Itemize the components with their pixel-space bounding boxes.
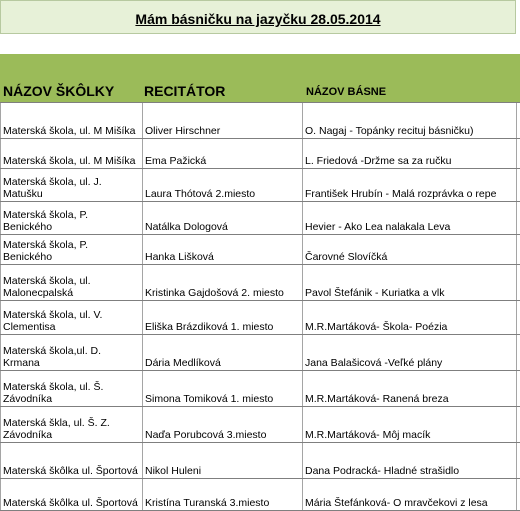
poem-title: O. Nagaj - Topánky recituj básničku) — [305, 125, 474, 137]
poem-title: Čarovné Slovíčká — [305, 251, 388, 263]
reciter-name: Kristína Turanská 3.miesto — [145, 497, 270, 509]
school-name: Materská škla, ul. Š. Z. — [3, 417, 110, 429]
reciter-name: Natálka Dologová — [145, 221, 228, 233]
school-name: Materská škôlka ul. Športová — [3, 497, 138, 509]
row-divider — [0, 102, 520, 103]
reciter-name: Dária Medlíková — [145, 357, 221, 369]
reciter-name: Hanka Lišková — [145, 251, 214, 263]
poem-title: Jana Balašicová -Veľké plány — [305, 357, 443, 369]
reciter-name: Simona Tomiková 1. miesto — [145, 393, 274, 405]
poem-title: Mária Štefánková- O mravčekovi z lesa — [305, 497, 488, 509]
poem-title: Hevier - Ako Lea nalakala Leva — [305, 221, 451, 233]
poem-title: M.R.Martáková- Môj macík — [305, 429, 431, 441]
reciter-name: Eliška Brázdiková 1. miesto — [145, 321, 274, 333]
column-divider — [0, 102, 1, 510]
row-divider — [0, 442, 520, 443]
row-divider — [0, 300, 520, 301]
poem-title: Dana Podracká- Hladné strašidlo — [305, 465, 460, 477]
row-divider — [0, 234, 520, 235]
school-name: Krmana — [3, 357, 40, 369]
school-name: Benického — [3, 251, 53, 263]
row-divider — [0, 406, 520, 407]
sheet-title: Mám básničku na jazyčku 28.05.2014 — [135, 11, 381, 27]
poem-title: Pavol Štefánik - Kuriatka a vlk — [305, 287, 445, 299]
header-poem: NÁZOV BÁSNE — [306, 86, 387, 98]
row-divider — [0, 138, 520, 139]
reciter-name: Kristinka Gajdošová 2. miesto — [145, 287, 284, 299]
header-reciter: RECITÁTOR — [144, 83, 226, 99]
poem-title: M.R.Martáková- Ranená breza — [305, 393, 449, 405]
poem-title: František Hrubín - Malá rozprávka o repe — [305, 188, 497, 200]
row-divider — [0, 201, 520, 202]
reciter-name: Ema Pažická — [145, 155, 207, 167]
school-name: Malonecpalská — [3, 287, 74, 299]
reciter-name: Laura Thótová 2.miesto — [145, 188, 256, 200]
reciter-name: Oliver Hirschner — [145, 125, 221, 137]
school-name: Matušku — [3, 188, 43, 200]
row-divider — [0, 334, 520, 335]
row-divider — [0, 478, 520, 479]
school-name: Materská škola,ul. D. — [3, 345, 102, 357]
header-school: NÁZOV ŠKÔLKY — [3, 83, 115, 99]
school-name: Clementisa — [3, 321, 56, 333]
school-name: Materská škola, ul. M Mišíka — [3, 155, 136, 167]
school-name: Materská škola, ul. V. — [3, 309, 103, 321]
title-cell — [0, 0, 516, 34]
poem-title: L. Friedová -Držme sa za ručku — [305, 155, 452, 167]
row-divider — [0, 370, 520, 371]
school-name: Materská škola, ul. M Mišíka — [3, 125, 136, 137]
school-name: Materská škola, ul. — [3, 275, 91, 287]
row-divider — [0, 264, 520, 265]
column-divider — [302, 102, 303, 510]
column-divider — [516, 102, 517, 510]
school-name: Materská škola, P. — [3, 239, 89, 251]
column-divider — [142, 102, 143, 510]
reciter-name: Nikol Huleni — [145, 465, 202, 477]
school-name: Materská škola, ul. Š. — [3, 381, 104, 393]
school-name: Benického — [3, 221, 53, 233]
school-name: Závodníka — [3, 429, 53, 441]
school-name: Materská škola, ul. J. — [3, 176, 102, 188]
row-divider — [0, 168, 520, 169]
reciter-name: Naďa Porubcová 3.miesto — [145, 429, 267, 441]
school-name: Materská škôlka ul. Športová — [3, 465, 138, 477]
poem-title: M.R.Martáková- Škola- Poézia — [305, 321, 448, 333]
school-name: Závodníka — [3, 393, 53, 405]
school-name: Materská škola, P. — [3, 209, 89, 221]
